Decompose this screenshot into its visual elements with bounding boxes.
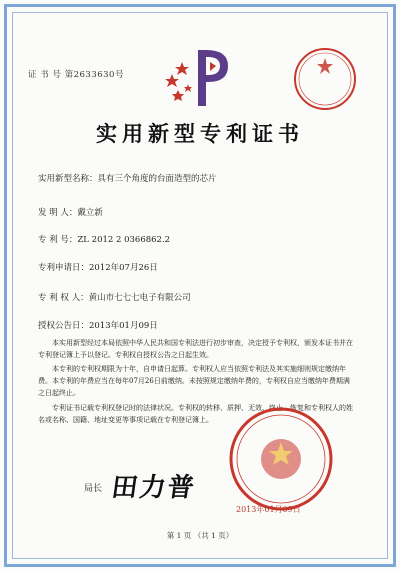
patent-number-value: ZL 2012 2 0366862.2 [77, 235, 171, 245]
official-seal [226, 404, 336, 514]
grant-date-label: 授权公告日： [38, 321, 90, 331]
filing-date-label: 专利申请日： [38, 263, 90, 273]
inventor-value: 戴立新 [77, 208, 103, 218]
filing-date-value: 2012年07月26日 [89, 263, 158, 273]
patent-owner-value: 黄山市七七七电子有限公司 [88, 293, 191, 303]
certificate-title: 实用新型专利证书 [96, 121, 304, 146]
director-signature: 田力普 [109, 473, 198, 503]
tax-stamp-seal [290, 44, 360, 114]
star-icon [184, 84, 192, 92]
paragraph-legal-status: 专利证书记载专利权登记时的法律状况。专利权的转移、质押、无效、终止、恢复和专利权人的姓名或名称、国籍、地址变更等事项记载在专利登记簿上。 [38, 404, 353, 424]
star-icon [165, 74, 179, 87]
grant-date-value: 2013年01月09日 [89, 321, 158, 331]
patent-office-emblem [158, 44, 248, 110]
stylized-p-icon [198, 50, 228, 106]
inventor-label: 发 明 人： [38, 208, 78, 218]
star-icon [175, 62, 189, 75]
stylized-p-accent [210, 62, 216, 71]
patent-owner-label: 专 利 权 人： [38, 293, 89, 303]
director-label: 局长 [84, 484, 103, 494]
filing-date-row [38, 261, 158, 273]
page-footer: 第 1 页 （共 1 页） [166, 531, 234, 540]
inventor-row [38, 206, 103, 218]
utility-model-name-label: 实用新型名称： [38, 174, 98, 184]
seal-date: 2013年01月09日 [236, 505, 301, 514]
patent-number-row [38, 233, 170, 245]
grant-date-row [38, 319, 158, 331]
star-icon [172, 90, 184, 101]
utility-model-name-value: 具有三个角度的台面造型的芯片 [97, 174, 217, 184]
paragraph-term-and-fees: 本专利的专利权期限为十年，自申请日起算。专利权人应当依照专利法及其实施细则规定缴纳年费。本专利的年费应当在每年07月26日前缴纳。未按照规定缴纳年费的，专利权自应当缴纳年费期满之日起终止。 [38, 365, 350, 397]
patent-owner-row [38, 291, 191, 303]
certificate-number: 证 书 号 第2633630号 [28, 70, 124, 80]
patent-number-label: 专 利 号： [38, 235, 78, 245]
utility-model-name-row [38, 172, 217, 184]
paragraph-grant-statement: 本实用新型经过本局依照中华人民共和国专利法进行初步审查，决定授予专利权，颁发本证书并在专利登记簿上予以登记。专利权自授权公告之日起生效。 [38, 339, 353, 359]
